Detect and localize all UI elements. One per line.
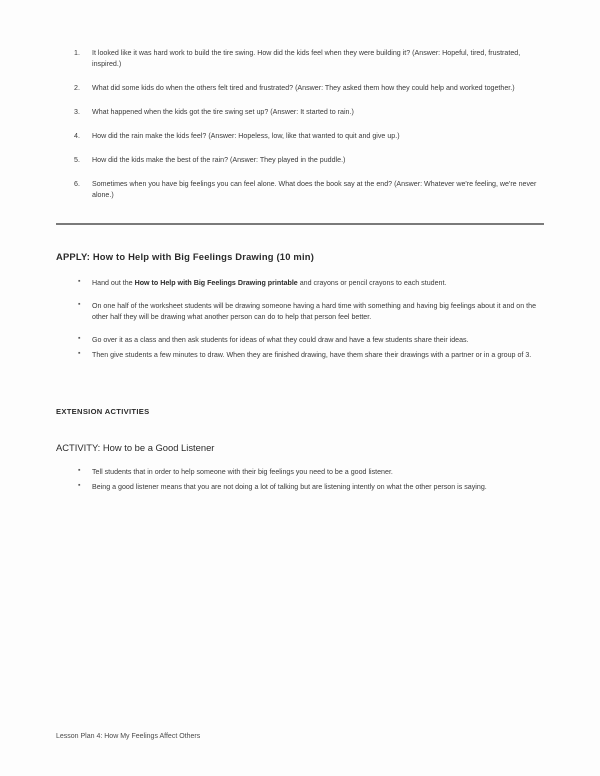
- list-item: [90, 350, 544, 361]
- apply-bullet-list: [56, 278, 544, 361]
- list-item: How did the kids make the best of the rain? (Answer: They played in the puddle.): [92, 155, 346, 164]
- bullet-text-prefix: Then give students a few minutes to draw. When they are finished drawing, have them share their drawings with a partner or in a group of 3.: [92, 350, 532, 359]
- bullet-text-suffix: and crayons or pencil crayons to each student.: [297, 278, 447, 287]
- question-list: [56, 48, 544, 201]
- bullet-text-prefix: On one half of the worksheet students will be drawing someone having a hard time with something and having big feelings about it and on the other half they will be drawing what another person can do to help that person feel better.: [92, 301, 537, 321]
- list-item: ▪ Tell students that in order to help someone with their big feelings you need to be a good listener.: [90, 467, 544, 478]
- page-footer: Lesson Plan 4: How My Feelings Affect Others: [56, 733, 201, 740]
- section-divider: [56, 223, 544, 225]
- list-item: What did some kids do when the others felt tired and frustrated? (Answer: They asked them how they could help and worked together.): [92, 83, 515, 92]
- bullet-text-prefix: Hand out the: [92, 278, 135, 287]
- spacer: [56, 430, 544, 442]
- bullet-text-bold: How to Help with Big Feelings Drawing printable: [134, 278, 298, 287]
- list-item: [90, 301, 544, 323]
- activity-heading: ACTIVITY: How to be a Good Listener: [56, 441, 215, 453]
- extension-activities-heading: EXTENSION ACTIVITIES: [56, 406, 150, 416]
- list-item: [90, 335, 544, 346]
- list-item: ▪ Being a good listener means that you are not doing a lot of talking but are listening intently on what the other person is saying.: [90, 482, 544, 493]
- list-item: It looked like it was hard work to build the tire swing. How did the kids feel when they were building it? (Answer: Hopeful, tired, frustrated, inspired.): [92, 49, 521, 68]
- spacer: [56, 373, 544, 407]
- activity-bullet-list: [56, 467, 544, 493]
- apply-section-heading: APPLY: How to Help with Big Feelings Drawing (10 min): [56, 250, 315, 262]
- list-item: How did the rain make the kids feel? (Answer: Hopeless, low, like that wanted to quit and give up.): [92, 131, 400, 140]
- list-item: What happened when the kids got the tire swing set up? (Answer: It started to rain.): [92, 107, 354, 116]
- list-item: [90, 278, 544, 289]
- list-item: Sometimes when you have big feelings you can feel alone. What does the book say at the end? (Answer: Whatever we're feeling, we're never alone.): [92, 179, 537, 199]
- bullet-text-prefix: Go over it as a class and then ask students for ideas of what they could draw and have a few students share their ideas.: [92, 335, 469, 344]
